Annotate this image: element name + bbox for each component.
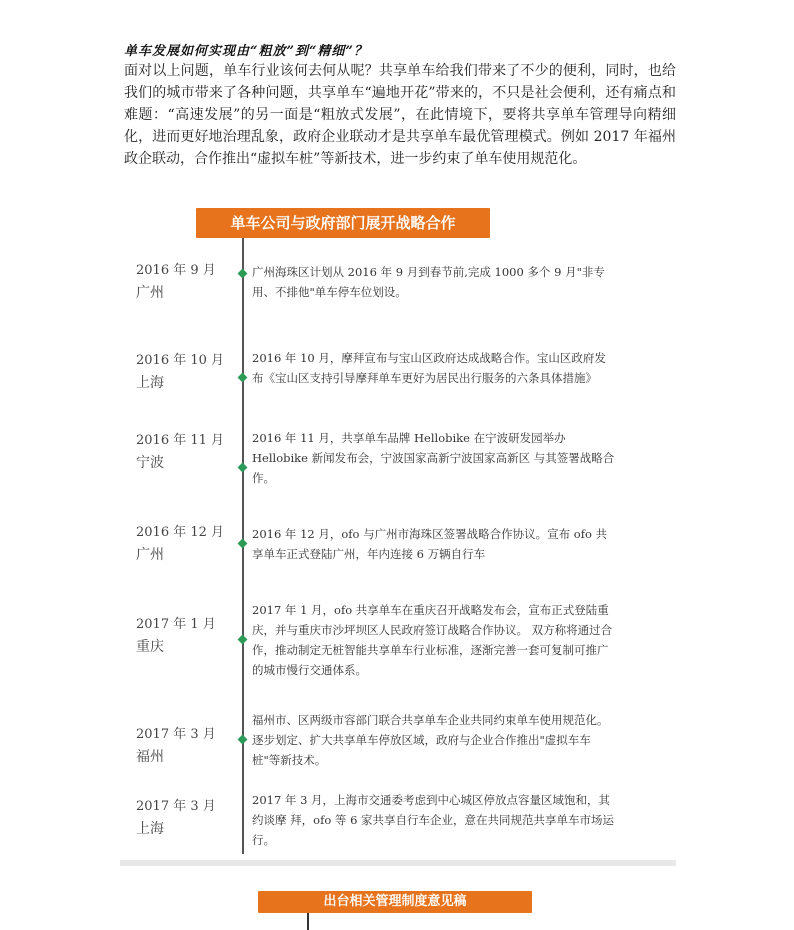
entry-city: 宁波: [136, 455, 164, 471]
timeline-marker-icon: [238, 635, 248, 645]
timeline-date-block: [136, 430, 236, 474]
entry-description: 福州市、区两级市容部门联合共享单车企业共同约束单车使用规范化。逐步划定、扩大共享单车停放区域，政府与企业合作推出"虚拟车车桩"等新技术。: [252, 713, 609, 767]
timeline-date-block: [136, 614, 236, 658]
entry-date: 2017 年 3 月: [136, 727, 216, 742]
entry-date: 2016 年 11 月: [136, 433, 225, 448]
entry-city: 上海: [136, 821, 164, 837]
timeline-date-block: [136, 350, 236, 394]
entry-city: 福州: [136, 749, 164, 765]
timeline-marker-icon: [238, 539, 248, 549]
next-section-banner: 出台相关管理制度意见稿: [258, 891, 532, 913]
timeline-title-banner: 单车公司与政府部门展开战略合作: [196, 208, 490, 238]
entry-city: 广州: [136, 547, 164, 563]
entry-city: 重庆: [136, 639, 164, 655]
entry-date: 2017 年 3 月: [136, 799, 216, 814]
entry-date: 2016 年 9 月: [136, 263, 216, 278]
entry-date: 2016 年 10 月: [136, 353, 225, 368]
timeline-date-block: [136, 260, 236, 304]
timeline-marker-icon: [238, 735, 248, 745]
entry-description: 2017 年 3 月，上海市交通委考虑到中心城区停放点容量区域饱和，其约谈摩 拜，ofo 等 6 家共享自行车企业，意在共同规范共享单车市场运行。: [252, 793, 615, 847]
timeline-marker-icon: [238, 269, 248, 279]
entry-date: 2017 年 1 月: [136, 617, 216, 632]
timeline-date-block: [136, 724, 236, 768]
entry-description: 广州海珠区计划从 2016 年 9 月到春节前,完成 1000 多个 9 月"非专用、不排他"单车停车位划设。: [252, 265, 605, 299]
entry-date: 2016 年 12 月: [136, 525, 225, 540]
section-heading: 单车发展如何实现由“粗放”到“精细”？: [124, 44, 368, 59]
entry-description: 2017 年 1 月，ofo 共享单车在重庆召开战略发布会，宣布正式登陆重庆，并与重庆市沙坪坝区人民政府签订战略合作协议。 双方称将通过合作，推动制定无桩智能共享单车行业标准，逐渐完善一套可复制可推广的城市慢行交通体系。: [252, 603, 613, 677]
entry-description: 2016 年 12 月，ofo 与广州市海珠区签署战略合作协议。宣布 ofo 共享单车正式登陆广州，年内连接 6 万辆自行车: [252, 527, 608, 561]
entry-city: 广州: [136, 285, 164, 301]
entry-city: 上海: [136, 375, 164, 391]
entry-description: 2016 年 11 月，共享单车品牌 Hellobike 在宁波研发园举办 Hellobike 新闻发布会，宁波国家高新宁波国家高新区 与其签署战略合作。: [252, 431, 615, 485]
timeline-marker-icon: [238, 373, 248, 383]
timeline-date-block: [136, 522, 236, 566]
timeline-figure: [120, 192, 676, 866]
entry-description: 2016 年 10 月，摩拜宣布与宝山区政府达成战略合作。宝山区政府发布《宝山区支持引导摩拜单车更好为居民出行服务的六条具体措施》: [252, 351, 606, 385]
timeline-marker-icon: [238, 463, 248, 473]
timeline-date-block: [136, 796, 236, 840]
intro-paragraph: 面对以上问题，单车行业该何去何从呢？共享单车给我们带来了不少的便利，同时，也给我们的城市带来了各种问题，共享单车“遍地开花”带来的，不只是社会便利，还有痛点和难题：“高速发展”的另一面是“粗放式发展”，在此情境下，要将共享单车管理导向精细化，进而更好地治理乱象，政府企业联动才是共享单车最优管理模式。例如 2017 年福州政企联动，合作推出“虚拟车桩”等新技术，进一步约束了单车使用规范化。: [124, 63, 676, 167]
next-timeline-axis: [307, 913, 309, 930]
